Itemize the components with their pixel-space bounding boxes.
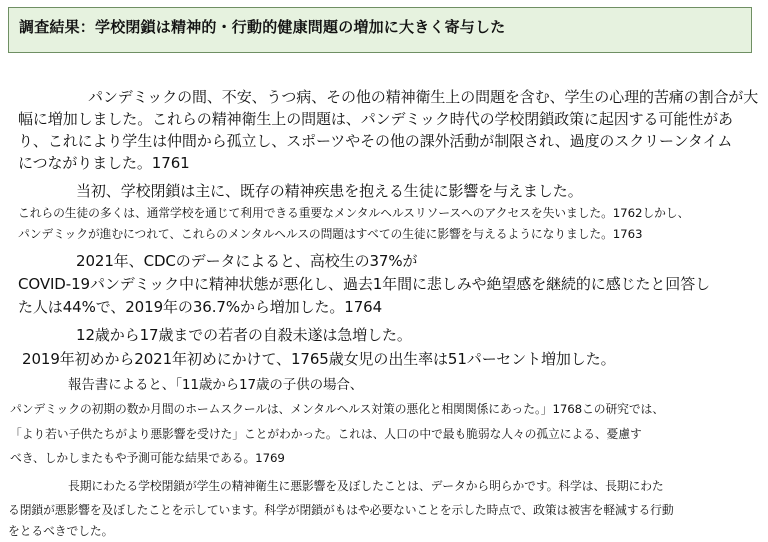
paragraph-4-line-2: 2019年初めから2021年初めにかけて、1765歳女児の出生率は51パーセント増加した。	[22, 350, 616, 368]
paragraph-1-line-4: につながりました。1761	[18, 154, 190, 172]
paragraph-5-line-3: 「より若い子供たちがより悪影響を受けた」ことがわかった。これは、人口の中で最も脆弱な人々の孤立による、憂慮す	[10, 427, 642, 441]
findings-heading: 調査結果：学校閉鎖は精神的・行動的健康問題の増加に大きく寄与した	[8, 7, 752, 53]
paragraph-6-line-3: をとるべきでした。	[8, 524, 114, 538]
paragraph-6-line-1: 長期にわたる学校閉鎖が学生の精神衛生に悪影響を及ぼしたことは、データから明らかです。科学は、長期にわた	[68, 479, 664, 493]
paragraph-1-line-1: パンデミックの間、不安、うつ病、その他の精神衛生上の問題を含む、学生の心理的苦痛の割合が大	[88, 88, 759, 106]
paragraph-6-line-2: る閉鎖が悪影響を及ぼしたことを示しています。科学が閉鎖がもはや必要ないことを示した時点で、政策は被害を軽減する行動	[8, 503, 674, 517]
paragraph-5-line-4: べき、しかしまたもや予測可能な結果である。1769	[10, 451, 285, 465]
paragraph-2-line-2: これらの生徒の多くは、通常学校を通じて利用できる重要なメンタルヘルスリソースへのアクセスを失いました。1762しかし、	[18, 206, 690, 220]
paragraph-3-line-2: COVID-19パンデミック中に精神状態が悪化し、過去1年間に悲しみや絶望感を継続的に感じたと回答し	[18, 275, 710, 293]
paragraph-2-line-3: パンデミックが進むにつれて、これらのメンタルヘルスの問題はすべての生徒に影響を与えるようになりました。1763	[18, 227, 643, 241]
paragraph-2-line-1: 当初、学校閉鎖は主に、既存の精神疾患を抱える生徒に影響を与えました。	[76, 182, 583, 200]
paragraph-3-line-3: た人は44%で、2019年の36.7%から増加した。1764	[18, 298, 383, 316]
paragraph-1-line-3: り、これにより学生は仲間から孤立し、スポーツやその他の課外活動が制限され、過度のスクリーンタイム	[18, 132, 733, 150]
paragraph-1-line-2: 幅に増加しました。これらの精神衛生上の問題は、パンデミック時代の学校閉鎖政策に起因する可能性があ	[18, 110, 733, 128]
paragraph-5-line-2: パンデミックの初期の数か月間のホームスクールは、メンタルヘルス対策の悪化と相関関係にあった。」1768この研究では、	[10, 402, 664, 416]
paragraph-5-line-1: 報告書によると、「11歳から17歳の子供の場合、	[68, 377, 364, 393]
paragraph-3-line-1: 2021年、CDCのデータによると、高校生の37%が	[76, 252, 418, 270]
paragraph-4-line-1: 12歳から17歳までの若者の自殺未遂は急増した。	[76, 326, 412, 344]
